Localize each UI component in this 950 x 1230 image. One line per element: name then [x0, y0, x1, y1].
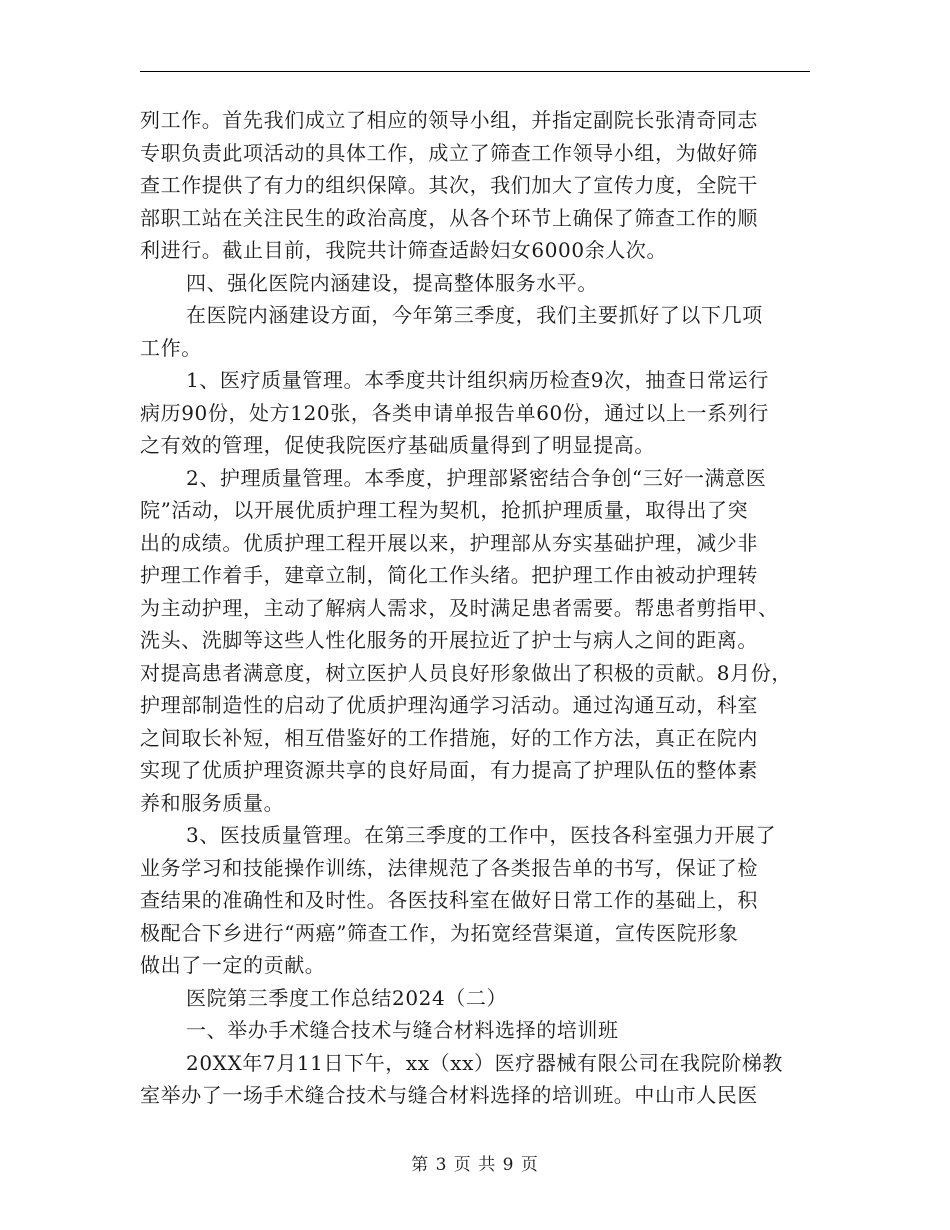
text-line: 查结果的准确性和及时性。各医技科室在做好日常工作的基础上，积 [140, 888, 758, 912]
header-rule [140, 71, 810, 72]
text-line: 养和服务质量。 [140, 790, 285, 815]
text-line: 四、强化医院内涵建设，提高整体服务水平。 [186, 270, 598, 295]
text-line: 做出了一定的贡献。 [140, 953, 326, 977]
text-line: 洗头、洗脚等这些人性化服务的开展拉近了护士与病人之间的距离。 [140, 628, 758, 652]
text-line: 3、医技质量管理。在第三季度的工作中，医技各科室强力开展了 [186, 823, 777, 847]
text-line: 专职负责此项活动的具体工作，成立了筛查工作领导小组，为做好筛 [140, 140, 758, 165]
text-line: 之有效的管理，促使我院医疗基础质量得到了明显提高。 [140, 433, 655, 457]
text-line: 列工作。首先我们成立了相应的领导小组，并指定副院长张清奇同志 [140, 108, 758, 132]
text-line: 在医院内涵建设方面，今年第三季度，我们主要抓好了以下几项 [186, 303, 763, 327]
text-line: 部职工站在关注民生的政治高度，从各个环节上确保了筛查工作的顺 [140, 205, 758, 230]
text-line: 一、举办手术缝合技术与缝合材料选择的培训班 [186, 1018, 619, 1042]
text-line: 之间取长补短，相互借鉴好的工作措施，好的工作方法，真正在院内 [140, 725, 758, 750]
text-line: 护理工作着手，建章立制，简化工作头绪。把护理工作由被动护理转 [140, 563, 758, 587]
text-line: 医院第三季度工作总结2024（二） [186, 985, 508, 1010]
text-line: 1、医疗质量管理。本季度共计组织病历检查9次，抽查日常运行 [186, 368, 769, 392]
text-line: 极配合下乡进行“两癌”筛查工作，为拓宽经营渠道，宣传医院形象 [140, 920, 739, 945]
text-line: 护理部制造性的启动了优质护理沟通学习活动。通过沟通互动，科室 [140, 693, 758, 717]
text-line: 工作。 [140, 335, 202, 360]
text-line: 为主动护理，主动了解病人需求，及时满足患者需要。帮患者剪指甲、 [140, 595, 779, 620]
text-line: 院”活动，以开展优质护理工程为契机，抢抓护理质量，取得出了突 [140, 498, 749, 522]
document-body [140, 104, 830, 1112]
text-line: 出的成绩。优质护理工程开展以来，护理部从夯实基础护理，减少非 [140, 530, 758, 555]
text-line: 实现了优质护理资源共享的良好局面，有力提高了护理队伍的整体素 [140, 758, 758, 782]
text-line: 查工作提供了有力的组织保障。其次，我们加大了宣传力度，全院干 [140, 173, 758, 197]
text-line: 业务学习和技能操作训练，法律规范了各类报告单的书写，保证了检 [140, 855, 758, 880]
text-line: 利进行。截止目前，我院共计筛查适龄妇女6000余人次。 [140, 238, 668, 262]
text-line: 对提高患者满意度，树立医护人员良好形象做出了积极的贡献。8月份， [140, 660, 792, 685]
text-line: 病历90份，处方120张，各类申请单报告单60份，通过以上一系列行 [140, 400, 769, 425]
page-number-footer: 第 3 页 共 9 页 [411, 1155, 539, 1175]
text-line: 20XX年7月11日下午，xx（xx）医疗器械有限公司在我院阶梯教 [186, 1050, 784, 1075]
text-line: 室举办了一场手术缝合技术与缝合材料选择的培训班。中山市人民医 [140, 1083, 758, 1107]
text-line: 2、护理质量管理。本季度，护理部紧密结合争创“三好一满意医 [186, 465, 767, 490]
